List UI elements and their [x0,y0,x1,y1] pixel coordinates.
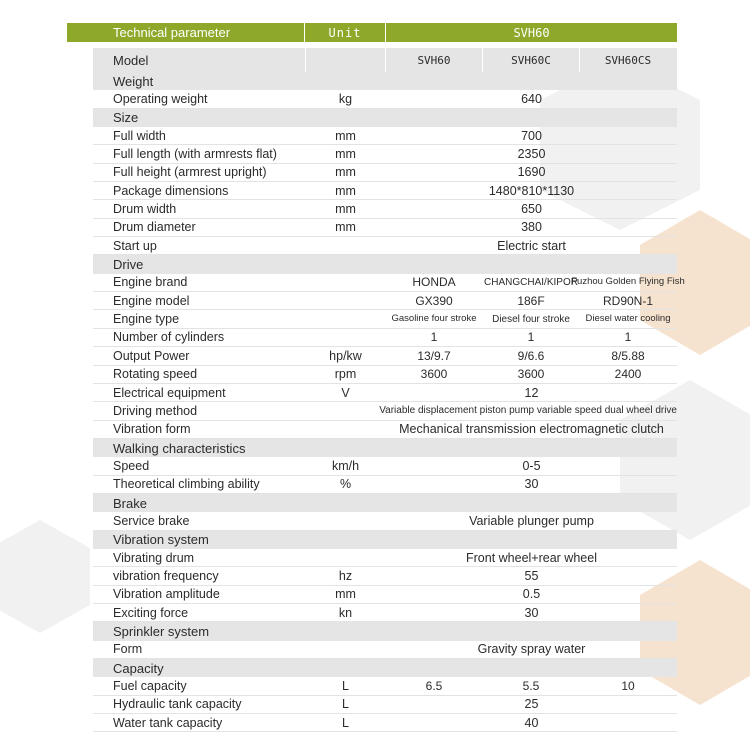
spec-label: Engine type [113,312,180,327]
spec-label: Number of cylinders [113,330,225,345]
spec-row [93,366,677,384]
spec-unit: % [305,476,385,493]
spec-row [93,714,677,732]
spec-row [93,696,677,714]
section-row [93,659,677,677]
spec-row [93,127,677,145]
spec-value: 40 [385,714,677,731]
spec-value: 640 [385,90,677,107]
spec-unit: mm [305,219,385,236]
spec-label: Service brake [113,513,190,528]
spec-value: 380 [385,219,677,236]
spec-row [93,219,677,237]
spec-label: Vibration amplitude [113,587,220,602]
spec-unit: mm [305,182,385,199]
hexagon-shape [0,520,90,633]
header-param-label: Technical parameter [113,25,231,40]
spec-value: HONDA [385,274,482,291]
spec-label: Full length (with armrests flat) [113,147,277,162]
spec-value: 700 [385,127,677,144]
section-title: Brake [113,495,147,511]
spec-row [93,641,677,659]
spec-unit: mm [305,164,385,181]
spec-value: 0.5 [385,586,677,603]
spec-label: Output Power [113,348,190,363]
model-row [93,48,677,72]
spec-value: RD90N-1 [579,292,676,309]
spec-value: Gravity spray water [385,641,677,658]
spec-unit: L [305,714,385,731]
spec-row [93,549,677,567]
spec-label: Electrical equipment [113,385,226,400]
spec-label: Engine model [113,293,190,308]
spec-value: Gasoline four stroke [385,310,482,327]
spec-row [93,402,677,420]
spec-value: 3600 [385,366,482,383]
header-unit-label: Unit [304,23,385,42]
spec-unit: rpm [305,366,385,383]
model-row-label: Model [113,52,149,68]
spec-row [93,292,677,310]
spec-row [93,421,677,439]
section-title: Sprinkler system [113,623,210,639]
spec-row [93,329,677,347]
spec-value: 6.5 [385,677,482,694]
spec-label: Speed [113,458,150,473]
spec-label: Start up [113,238,157,253]
spec-row [93,567,677,585]
spec-unit [305,549,385,566]
spec-table [93,48,685,732]
section-title: Size [113,110,139,126]
spec-unit: mm [305,200,385,217]
spec-unit: kg [305,90,385,107]
spec-label: Exciting force [113,605,189,620]
spec-value: 2400 [579,366,676,383]
spec-label: Package dimensions [113,183,229,198]
spec-row [93,90,677,108]
spec-value: Variable displacement piston pump variable speed dual wheel drive [378,402,677,419]
section-title: Drive [113,257,144,273]
spec-unit [305,512,385,529]
section-row [93,109,677,127]
spec-row [93,347,677,365]
spec-unit [305,237,385,254]
model-name: SVH60CS [579,48,676,72]
spec-label: Fuel capacity [113,679,187,694]
spec-row [93,384,677,402]
spec-value: 10 [579,677,676,694]
spec-label: Full width [113,128,166,143]
spec-value: GX390 [385,292,482,309]
spec-value: 55 [385,567,677,584]
spec-row [93,512,677,530]
spec-label: Vibrating drum [113,550,195,565]
spec-unit: mm [305,586,385,603]
spec-value: 5.5 [482,677,579,694]
spec-label: Operating weight [113,92,208,107]
spec-unit [305,292,385,309]
spec-value: 12 [385,384,677,401]
spec-unit: mm [305,127,385,144]
spec-unit: mm [305,145,385,162]
spec-value: 2350 [385,145,677,162]
spec-value: 3600 [482,366,579,383]
spec-value: 25 [385,696,677,713]
spec-unit [305,310,385,327]
spec-value: Electric start [385,237,677,254]
section-title: Walking characteristics [113,440,246,456]
spec-value: 9/6.6 [482,347,579,364]
spec-value: 1690 [385,164,677,181]
spec-label: Engine brand [113,275,188,290]
spec-unit: V [305,384,385,401]
spec-value: CHANGCHAI/KIPOR [482,274,579,291]
section-title: Capacity [113,660,164,676]
section-row [93,494,677,512]
section-row [93,531,677,549]
spec-value: 1 [482,329,579,346]
spec-value: 1 [579,329,676,346]
model-name: SVH60C [482,48,579,72]
spec-value: 650 [385,200,677,217]
spec-row [93,145,677,163]
spec-value: 8/5.88 [579,347,676,364]
spec-unit [305,274,385,291]
spec-value: Mechanical transmission electromagnetic clutch [385,421,677,438]
spec-row [93,164,677,182]
spec-row [93,586,677,604]
spec-unit: L [305,677,385,694]
spec-row [93,457,677,475]
spec-unit [305,421,385,438]
model-row-unit [305,48,385,72]
section-row [93,255,677,273]
section-title: Vibration system [113,532,209,548]
spec-label: Hydraulic tank capacity [113,697,242,712]
spec-unit: hz [305,567,385,584]
spec-value: Diesel four stroke [482,310,579,327]
spec-unit [305,641,385,658]
spec-row [93,182,677,200]
model-name: SVH60 [385,48,482,72]
spec-unit: L [305,696,385,713]
spec-value: 0-5 [385,457,677,474]
spec-value: 186F [482,292,579,309]
spec-value: 1 [385,329,482,346]
spec-label: Water tank capacity [113,715,223,730]
spec-unit [300,402,378,419]
spec-label: Drum width [113,202,177,217]
table-header-bar [67,23,677,42]
spec-row [93,274,685,292]
spec-row [93,677,677,695]
spec-row [93,476,677,494]
spec-unit [305,329,385,346]
spec-value: 13/9.7 [385,347,482,364]
spec-label: Drum diameter [113,220,196,235]
header-model-label: SVH60 [385,23,677,42]
spec-label: vibration frequency [113,568,219,583]
spec-row [93,200,677,218]
section-row [93,439,677,457]
spec-value: 1480*810*1130 [385,182,677,199]
spec-value: Diesel water cooling [579,310,676,327]
spec-unit: km/h [305,457,385,474]
section-title: Weight [113,73,154,89]
spec-value: Fuzhou Golden Flying Fish [579,274,676,291]
spec-value: Variable plunger pump [385,512,677,529]
spec-row [93,310,677,328]
spec-value: 30 [385,604,677,621]
spec-value: Front wheel+rear wheel [385,549,677,566]
spec-unit: hp/kw [305,347,385,364]
spec-value: 30 [385,476,677,493]
spec-row [93,604,677,622]
spec-row [93,237,677,255]
spec-label: Vibration form [113,422,191,437]
section-row [93,72,677,90]
spec-label: Form [113,642,143,657]
spec-label: Driving method [113,403,198,418]
section-row [93,622,677,640]
spec-label: Full height (armrest upright) [113,165,267,180]
spec-label: Rotating speed [113,367,198,382]
spec-unit: kn [305,604,385,621]
spec-label: Theoretical climbing ability [113,477,260,492]
